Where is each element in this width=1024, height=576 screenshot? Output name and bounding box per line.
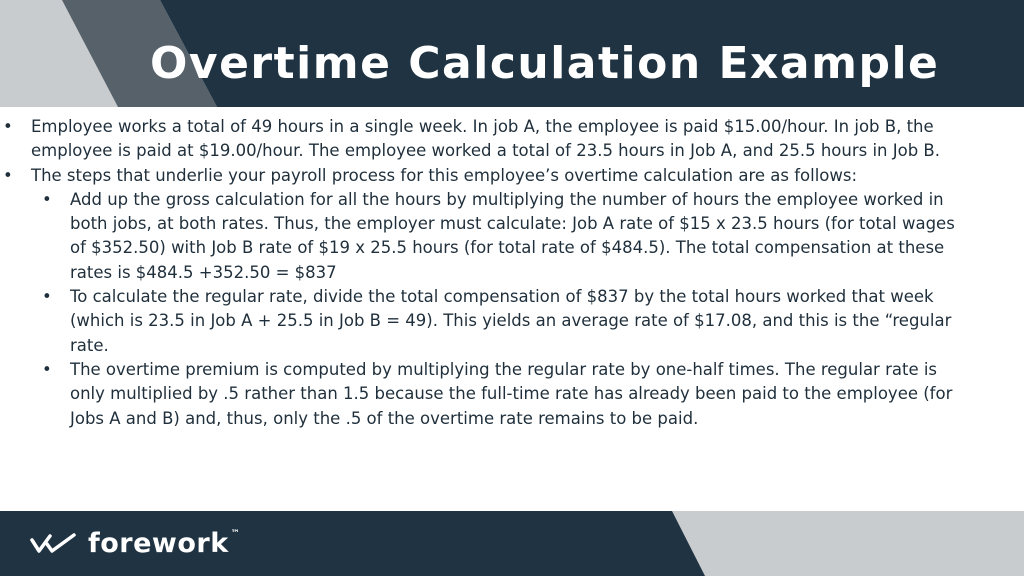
slide-body — [0, 115, 1000, 431]
bullet-marker: • — [3, 117, 13, 136]
double-check-icon — [30, 532, 80, 554]
bullet-marker: • — [42, 359, 52, 379]
sub-list-item — [0, 188, 1000, 285]
sub-list-item-text: The overtime premium is computed by multiplying the regular rate by one-half times. The regular rate is only multiplied by .5 rather than 1.5 because the full-time rate has already been paid to the employee (for Jobs A and B) and, thus, only the .5 of the overtime rate remains to be paid. — [70, 359, 953, 428]
bullet-list — [0, 115, 1000, 431]
sub-list-item-text: Add up the gross calculation for all the hours by multiplying the number of hours the employee worked in both jobs, at both rates. Thus, the employer must calculate: Job A rate of $15 x 23.5 hours (for total wages of $352.50) with Job B rate of $19 x 25.5 hours (for total rate of $484.5). The total compensation at these rates is $484.5 +352.50 = $837 — [70, 189, 955, 282]
bullet-marker: • — [42, 189, 52, 209]
list-item-text: Employee works a total of 49 hours in a single week. In job A, the employee is paid $15.00/hour. In job B, the employee is paid at $19.00/hour. The employee worked a total of 23.5 hours in Job A, and 25.5 hours in Job B. — [31, 117, 940, 161]
forework-logo — [30, 523, 240, 563]
page-title: Overtime Calculation Example — [150, 38, 940, 89]
bullet-marker: • — [42, 287, 52, 307]
list-item — [0, 164, 1000, 431]
list-item-text: The steps that underlie your payroll process for this employee’s overtime calculation are as follows: — [31, 165, 858, 185]
sub-list-item — [0, 285, 1000, 358]
sub-bullet-list — [31, 188, 1000, 431]
footer-banner — [0, 511, 1024, 576]
bullet-marker: • — [3, 165, 13, 185]
sub-list-item — [0, 358, 1000, 431]
trademark-mark: ™ — [230, 529, 240, 539]
header-banner — [0, 0, 1024, 107]
list-item — [0, 115, 1000, 164]
logo-text: forework — [88, 527, 229, 559]
sub-list-item-text: To calculate the regular rate, divide the total compensation of $837 by the total hours worked that week (which is 23.5 in Job A + 25.5 in Job B = 49). This yields an average rate of $17.08, and this is the “regular rate. — [70, 287, 952, 355]
